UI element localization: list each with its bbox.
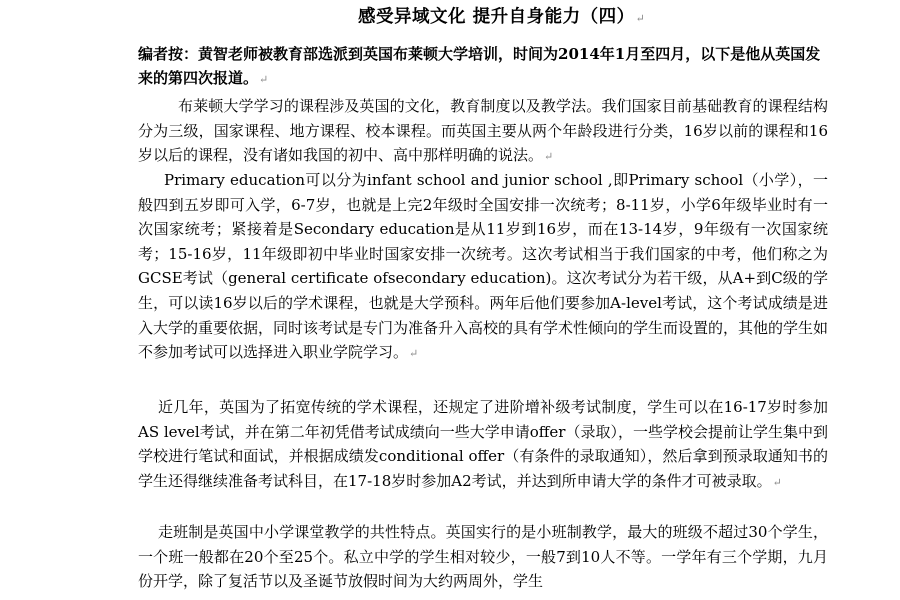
paragraph-text: 近几年，英国为了拓宽传统的学术课程，还规定了进阶增补级考试制度，学生可以在16-17岁时参加AS level考试，并在第二年初凭借考试成绩向一些大学申请offer（录取），一些学校会提前让学生集中到学校进行笔试和面试，并根据成绩发conditional offer（有条件的录取通知），然后拿到预录取通知书的学生还得继续准备考试科目，在17-18岁时参加A2考试，并达到所申请大学的条件才可被录取。: [138, 398, 828, 490]
paragraph-text: 走班制是英国中小学课堂教学的共性特点。英国实行的是小班制教学，最大的班级不超过30个学生，一个班一般都在20个至25个。私立中学的学生相对较少，一般7到10人不等。一学年有三个学期，九月份开学，除了复活节以及圣诞节放假时间为大约两周外，学生: [138, 523, 828, 591]
paragraph-mark-icon: ↵: [635, 12, 646, 25]
editor-note-text: 编者按：黄智老师被教育部选派到英国布莱顿大学培训，时间为2014年1月至四月，以下是他从英国发来的第四次报道。: [138, 45, 821, 87]
body-paragraph-2: [138, 168, 828, 367]
editor-note: [138, 42, 828, 92]
document-title: [358, 3, 645, 28]
paragraph-mark-icon: ↵: [259, 73, 269, 86]
body-paragraph-4: [138, 520, 828, 594]
document-page: [138, 0, 828, 600]
body-paragraph-3: [138, 395, 828, 495]
paragraph-text: 布莱顿大学学习的课程涉及英国的文化，教育制度以及教学法。我们国家目前基础教育的课程结构分为三级，国家课程、地方课程、校本课程。而英国主要从两个年龄段进行分类，16岁以前的课程和16岁以后的课程，没有诸如我国的初中、高中那样明确的说法。: [138, 97, 828, 165]
paragraph-mark-icon: ↵: [772, 475, 782, 489]
body-paragraph-1: [138, 94, 828, 170]
paragraph-mark-icon: ↵: [409, 347, 419, 361]
paragraph-text: Primary education可以分为infant school and junior school ,即Primary school（小学），一般四到五岁即可入学，6-7岁，也就是上完2年级时全国安排一次统考；8-11岁，小学6年级毕业时有一次国家统考；紧接着是Secondary education是从11岁到16岁，而在13-14岁，9年级有一次国家统考；15-16岁，11年级即初中毕业时国家安排一次统考。这次考试相当于我们国家的中考，他们称之为GCSE考试（general certificate ofsecondary education)。这次考试分为若干级，从A+到C级的学生，可以读16岁以后的学术课程，也就是大学预科。两年后他们要参加A-level考试，这个考试成绩是进入大学的重要依据，同时该考试是专门为准备升入高校的具有学术性倾向的学生而设置的，其他的学生如不参加考试可以选择进入职业学院学习。: [138, 171, 829, 362]
paragraph-mark-icon: ↵: [544, 150, 554, 164]
title-text: 感受异域文化 提升自身能力（四）: [358, 7, 635, 27]
